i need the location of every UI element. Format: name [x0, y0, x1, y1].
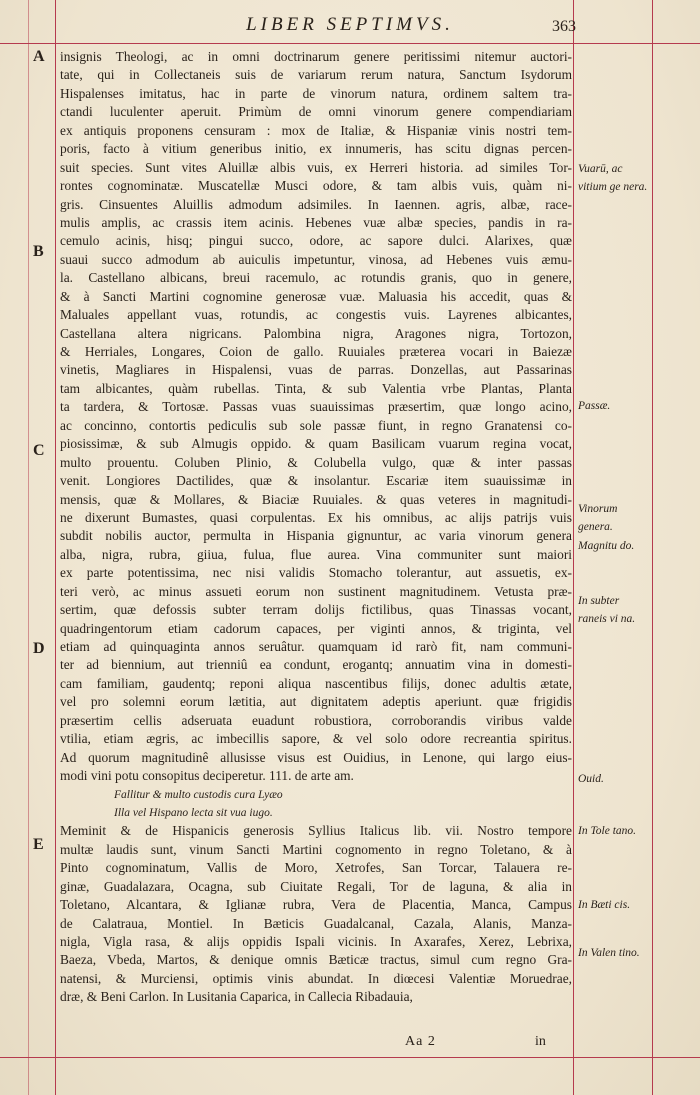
text-line: Pinto cognominatum, Vallis de Moro, Xetrofes, San Torcar, Talauera re-	[60, 860, 572, 876]
text-line: subdit nobilis auctor, permulta in Hispania gignuntur, ac varia vinorum genera	[60, 528, 572, 544]
running-header	[0, 14, 700, 40]
section-letter-c: C	[33, 442, 45, 459]
text-line: poris, facto à vitium generibus initio, ex innumeris, has scitu dignas percen-	[60, 141, 572, 157]
section-letter-b: B	[33, 243, 44, 260]
margin-note-toletano: In Tole tano.	[578, 825, 637, 837]
text-line: ac concinno, contortis pediculis sub sole passæ fiunt, in regno Granatensi co-	[60, 417, 572, 433]
margin-note-valentino: In Valen tino.	[578, 947, 640, 959]
text-line: mulis amplis, ac crassis item acinis. Hebenes vuæ albæ species, pandis in ra-	[60, 214, 572, 230]
verse-line: Illa vel Hispano lecta sit vua iugo.	[114, 806, 273, 819]
page-number: 363	[552, 18, 576, 35]
text-line: multæ laudis sunt, vinum Sancti Martini cognomento in regno Toletano, & à	[60, 841, 572, 857]
catchword: in	[535, 1034, 546, 1049]
text-line: Castellana altera nigricans. Palombina nigra, Aragones nigra, Tortozon,	[60, 325, 572, 341]
text-line: ex antiquis proponens censuram : mox de Italiæ, & Hispaniæ vinis nostri tem-	[60, 122, 572, 138]
text-line: suit species. Sunt vites Aluillæ albis vuis, ex Herreri historia. ad similes Tor-	[60, 159, 572, 175]
margin-note-passae: Passæ.	[578, 400, 611, 412]
text-line: Meminit & de Hispanicis generosis Syllius Italicus lib. vii. Nostro tempore	[60, 823, 572, 839]
verse-line: Fallitur & multo custodis cura Lyæo	[114, 788, 283, 801]
margin-note-ouid: Ouid.	[578, 773, 604, 785]
text-line: ex parte potentissima, nec nisi validis Stomacho tolerantur, aut assuetis, ex-	[60, 565, 572, 581]
text-line: Toletano, Alcantara, & Iglianæ rubra, Vera de Placentia, Manca, Campus	[60, 897, 572, 913]
rule-right	[652, 0, 653, 1095]
text-line: sertim, quæ defossis subter terram dolijs fictilibus, quas Tinassas vocant,	[60, 602, 572, 618]
text-line: modi vini potu consopitus deciperetur. 111. de arte am.	[60, 768, 354, 784]
text-line: & à Sancti Martini cognomine generosæ vuæ. Maluasia his accedit, quas &	[60, 288, 572, 304]
text-line: rontes cognominatæ. Muscatellæ Musci odore, & tam albis vuis, quàm ni-	[60, 178, 572, 194]
text-line: Baeza, Vbeda, Martos, & denique omnis Bæticæ tractus, simul cum regno Gra-	[60, 952, 572, 968]
text-line: quadringentorum etiam cadorum capaces, per viginti annos, & triginta, vel	[60, 620, 572, 636]
text-line: suaui succo admodum ab auiculis impetuntur, vinosa, ad Hebenes vuis æmu-	[60, 251, 572, 267]
text-line: dræ, & Beni Carlon. In Lusitania Caparica, in Callecia Ribadauia,	[60, 989, 413, 1005]
text-line: Ad quorum magnitudinê allusisse visus est Ouidius, in Lenone, qui largo eius-	[60, 749, 572, 765]
text-line: ginæ, Guadalazara, Ocagna, sub Ciuitate Regali, Tor de laguna, & alia in	[60, 878, 572, 894]
text-line: præsertim cellis adseruata euadunt robustiora, corroborandis viribus valde	[60, 712, 572, 728]
text-line: Hispalenses imitatus, hac in parte de vinorum natura, ordinem saltem tra-	[60, 85, 572, 101]
text-line: natensi, & Murciensi, optimis vinis abundat. In diœcesi Valentiæ Moruedrae,	[60, 970, 572, 986]
text-line: gris. Cinsuentes Aluillis admodum adsimiles. In Iaennen. agris, albæ, race-	[60, 196, 572, 212]
text-line: ta tardera, & Tortosæ. Passas vuas suauissimas præsertim, quæ longo acino,	[60, 399, 572, 415]
margin-note-genera: Vinorum genera. Magnitu do.	[578, 503, 635, 552]
text-line: ne dixerunt Bumastes, quasi corpulentas. Ex his omnibus, ac alijs patrijs vuis	[60, 509, 572, 525]
text-line: piosissimæ, & sub Almugis oppido. & quam Basilicam vuarum regina vocat,	[60, 436, 572, 452]
text-line: ter ad biennium, aut trienniû ea condunt, erogantq; annuatim vina in domesti-	[60, 657, 572, 673]
rule-left	[55, 0, 56, 1095]
text-line: cemulo acinis, hisq; pingui succo, odore, ac sapore dulci. Alarixes, quæ	[60, 233, 572, 249]
rule-left-outer	[28, 0, 29, 1095]
text-line: etiam ad quinquaginta annos seruâtur. quamquam id rarò fit, nam communi-	[60, 639, 572, 654]
text-line: teri verò, ac minus assueti eorum non sustinent magnitudinem. Vetusta præ-	[60, 583, 572, 599]
rule-top	[0, 43, 700, 44]
text-line: cam familiam, gaudentq; reponi aliqua nascentibus filijs, donec adultis ætate,	[60, 675, 572, 691]
running-title: LIBER SEPTIMVS.	[246, 14, 454, 35]
text-line: tam albicantes, quàm rubellas. Tinta, & sub Valentia vrbe Plantas, Planta	[60, 380, 572, 396]
text-line: vel pro solemni eorum lætitia, aut dignitatem adeptis aperiunt. quæ frigidis	[60, 694, 572, 710]
text-line: de Calatraua, Montiel. In Bæticis Guadalcanal, Cazala, Alanis, Manza-	[60, 915, 572, 931]
text-line: ctandi luculenter aperuit. Primùm de omni vinorum genere compendiariam	[60, 104, 572, 120]
text-line: la. Castellano albicans, breui racemulo, ac rotundis granis, quo in genere,	[60, 270, 572, 286]
rule-bottom	[0, 1057, 700, 1058]
text-line: vtilia, etiam ægris, ac imbecillis sapore, & vel solo odore recreantia spiritus.	[60, 731, 572, 747]
text-line: insignis Theologi, ac in omni doctrinarum genere peritissimi nitemur auctori-	[60, 49, 572, 64]
text-line: nigla, Vigla rasa, & alijs oppidis Ispali vicinis. In Axarafes, Xerez, Lebrixa,	[60, 934, 572, 949]
margin-note-baeticis: In Bæti cis.	[578, 899, 631, 911]
section-letter-d: D	[33, 640, 45, 657]
text-line: mensis, quæ & Mollares, & Biaciæ Ruuiales. & quas veteres in magnitudi-	[60, 491, 572, 507]
text-line: vinetis, Magliares in Hispalensi, vuas de parras. Donzellas, aut Passarinas	[60, 362, 572, 378]
text-line: multo prouentu. Coluben Plinio, & Colubella vulgo, quæ & inter passas	[60, 454, 572, 470]
text-line: venit. Longiores Dactilides, quæ & insolantur. Escariæ item suauissimæ in	[60, 473, 572, 489]
section-letter-e: E	[33, 836, 44, 853]
main-text-block	[60, 48, 572, 1007]
section-letter-a: A	[33, 48, 45, 65]
text-line: Maluales appellant vuas, rotundis, ac congestis vuis. Layrenes albicantes,	[60, 307, 572, 323]
text-line: & Herriales, Longares, Coion de gallo. Ruuiales præterea vocari in Baiezæ	[60, 344, 572, 359]
margin-note-vites: Vuarū, ac vitium ge nera.	[578, 163, 648, 194]
text-line: alba, nigra, rubra, giiua, fulua, flue aurea. Vina communiter sunt maiori	[60, 546, 572, 562]
margin-note-subterraneis: In subter raneis vi na.	[578, 595, 636, 626]
signature-mark: Aa 2	[405, 1034, 436, 1049]
rule-margin	[573, 0, 574, 1095]
text-line: tate, qui in Collectaneis suis de variarum rerum natura, Sanctum Isydorum	[60, 67, 572, 83]
